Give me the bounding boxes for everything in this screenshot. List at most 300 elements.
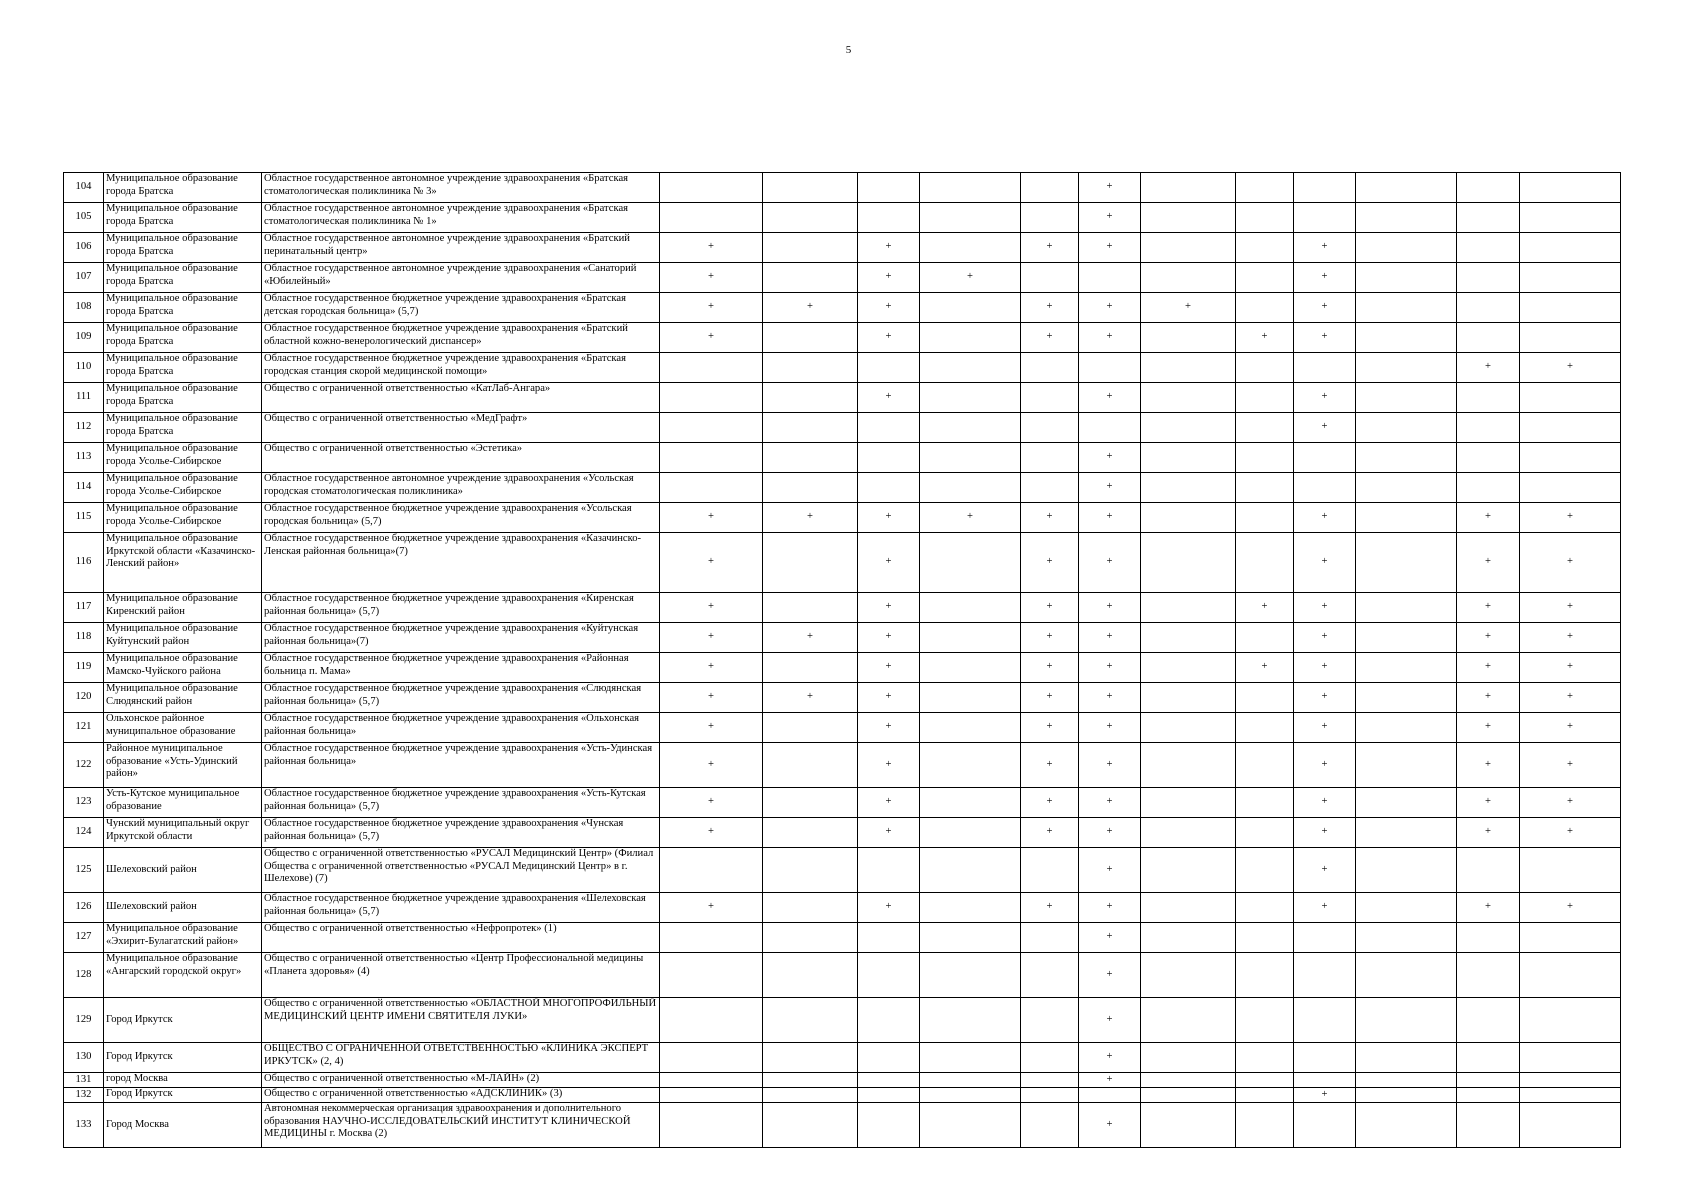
organization-cell: Областное государственное автономное учреждение здравоохранения «Усольская городская стоматологическая поликлиника» <box>262 473 660 503</box>
row-number: 120 <box>64 683 104 713</box>
mark-cell <box>858 353 920 383</box>
mark-cell <box>660 173 763 203</box>
mark-cell <box>1457 1043 1520 1073</box>
mark-cell: + <box>1079 203 1141 233</box>
mark-cell <box>920 443 1021 473</box>
mark-cell <box>920 788 1021 818</box>
organization-cell: Областное государственное бюджетное учреждение здравоохранения «Казачинско-Ленская районная больница»(7) <box>262 533 660 593</box>
row-number: 125 <box>64 848 104 893</box>
mark-cell <box>1520 413 1621 443</box>
mark-cell: + <box>858 293 920 323</box>
mark-cell <box>1356 293 1457 323</box>
row-number: 104 <box>64 173 104 203</box>
mark-cell <box>763 383 858 413</box>
mark-cell <box>858 173 920 203</box>
mark-cell <box>763 653 858 683</box>
mark-cell <box>1356 848 1457 893</box>
organization-cell: Общество с ограниченной ответственностью «Нефропротек» (1) <box>262 923 660 953</box>
row-number: 127 <box>64 923 104 953</box>
mark-cell <box>763 848 858 893</box>
mark-cell: + <box>1294 743 1356 788</box>
mark-cell: + <box>1021 683 1079 713</box>
mark-cell <box>1236 353 1294 383</box>
mark-cell <box>660 413 763 443</box>
table-row <box>64 233 1621 263</box>
mark-cell <box>1021 353 1079 383</box>
mark-cell <box>1294 953 1356 998</box>
mark-cell: + <box>1079 443 1141 473</box>
mark-cell <box>1520 203 1621 233</box>
mark-cell: + <box>1294 383 1356 413</box>
mark-cell <box>763 533 858 593</box>
mark-cell <box>1294 353 1356 383</box>
mark-cell <box>1141 743 1236 788</box>
row-number: 111 <box>64 383 104 413</box>
mark-cell <box>1021 1043 1079 1073</box>
mark-cell <box>1520 383 1621 413</box>
municipality-cell: Муниципальное образование города Усолье-Сибирское <box>104 443 262 473</box>
mark-cell <box>1356 998 1457 1043</box>
mark-cell <box>1520 1088 1621 1103</box>
table-row <box>64 323 1621 353</box>
mark-cell: + <box>1520 788 1621 818</box>
mark-cell <box>1294 998 1356 1043</box>
mark-cell <box>1520 1103 1621 1148</box>
mark-cell <box>1457 1073 1520 1088</box>
mark-cell <box>1457 263 1520 293</box>
mark-cell <box>858 923 920 953</box>
mark-cell: + <box>1079 923 1141 953</box>
mark-cell <box>1236 443 1294 473</box>
row-number: 130 <box>64 1043 104 1073</box>
table-row <box>64 533 1621 593</box>
row-number: 131 <box>64 1073 104 1088</box>
mark-cell: + <box>1457 893 1520 923</box>
table-row <box>64 953 1621 998</box>
municipality-cell: Муниципальное образование города Братска <box>104 263 262 293</box>
mark-cell: + <box>1021 788 1079 818</box>
organization-cell: Областное государственное бюджетное учреждение здравоохранения «Усольская городская больница» (5,7) <box>262 503 660 533</box>
mark-cell: + <box>1520 353 1621 383</box>
mark-cell <box>1236 1073 1294 1088</box>
organization-cell: Общество с ограниченной ответственностью «МедГрафт» <box>262 413 660 443</box>
mark-cell <box>1021 1103 1079 1148</box>
row-number: 121 <box>64 713 104 743</box>
municipality-cell: Город Иркутск <box>104 1088 262 1103</box>
municipality-cell: Город Иркутск <box>104 1043 262 1073</box>
organization-cell: Областное государственное автономное учреждение здравоохранения «Санаторий «Юбилейный» <box>262 263 660 293</box>
mark-cell: + <box>660 533 763 593</box>
mark-cell: + <box>1079 788 1141 818</box>
mark-cell <box>1356 263 1457 293</box>
mark-cell: + <box>660 593 763 623</box>
mark-cell <box>920 893 1021 923</box>
mark-cell <box>1236 1103 1294 1148</box>
mark-cell <box>1520 1073 1621 1088</box>
mark-cell <box>1356 713 1457 743</box>
mark-cell: + <box>1079 1073 1141 1088</box>
organization-cell: Областное государственное автономное учреждение здравоохранения «Братская стоматологическая поликлиника № 3» <box>262 173 660 203</box>
mark-cell: + <box>1457 713 1520 743</box>
organization-cell: Общество с ограниченной ответственностью «ОБЛАСТНОЙ МНОГОПРОФИЛЬНЫЙ МЕДИЦИНСКИЙ ЦЕНТР ИМЕНИ СВЯТИТЕЛЯ ЛУКИ» <box>262 998 660 1043</box>
mark-cell: + <box>1520 818 1621 848</box>
mark-cell <box>763 1103 858 1148</box>
mark-cell <box>920 923 1021 953</box>
table-row <box>64 383 1621 413</box>
mark-cell <box>1079 353 1141 383</box>
mark-cell: + <box>1457 353 1520 383</box>
row-number: 108 <box>64 293 104 323</box>
mark-cell <box>1236 413 1294 443</box>
mark-cell <box>920 653 1021 683</box>
mark-cell: + <box>1021 623 1079 653</box>
mark-cell: + <box>858 533 920 593</box>
row-number: 129 <box>64 998 104 1043</box>
mark-cell <box>858 1043 920 1073</box>
mark-cell <box>1021 203 1079 233</box>
mark-cell <box>1457 173 1520 203</box>
mark-cell <box>920 353 1021 383</box>
mark-cell <box>920 593 1021 623</box>
mark-cell: + <box>1079 653 1141 683</box>
municipality-cell: Город Иркутск <box>104 998 262 1043</box>
mark-cell <box>763 1043 858 1073</box>
mark-cell <box>1520 473 1621 503</box>
mark-cell <box>763 413 858 443</box>
mark-cell: + <box>858 323 920 353</box>
mark-cell <box>1294 1043 1356 1073</box>
mark-cell: + <box>1294 818 1356 848</box>
organization-cell: Общество с ограниченной ответственностью «Центр Профессиональной медицины «Планета здоровья» (4) <box>262 953 660 998</box>
municipality-cell: Шелеховский район <box>104 848 262 893</box>
mark-cell <box>1141 953 1236 998</box>
mark-cell <box>1021 953 1079 998</box>
mark-cell: + <box>1021 713 1079 743</box>
mark-cell <box>1356 593 1457 623</box>
row-number: 106 <box>64 233 104 263</box>
mark-cell <box>1457 1103 1520 1148</box>
mark-cell <box>1356 443 1457 473</box>
mark-cell <box>763 353 858 383</box>
mark-cell <box>763 443 858 473</box>
mark-cell: + <box>763 293 858 323</box>
table-row <box>64 1073 1621 1088</box>
mark-cell: + <box>1021 743 1079 788</box>
municipality-cell: Усть-Кутское муниципальное образование <box>104 788 262 818</box>
table-row <box>64 443 1621 473</box>
mark-cell <box>1141 593 1236 623</box>
mark-cell: + <box>1520 893 1621 923</box>
mark-cell: + <box>1141 293 1236 323</box>
mark-cell: + <box>1079 1043 1141 1073</box>
organization-cell: Областное государственное бюджетное учреждение здравоохранения «Чунская районная больница» (5,7) <box>262 818 660 848</box>
mark-cell: + <box>1021 893 1079 923</box>
organization-cell: Областное государственное автономное учреждение здравоохранения «Братский перинатальный центр» <box>262 233 660 263</box>
mark-cell <box>1141 353 1236 383</box>
mark-cell <box>660 443 763 473</box>
mark-cell: + <box>1079 818 1141 848</box>
mark-cell <box>1520 323 1621 353</box>
mark-cell <box>920 203 1021 233</box>
row-number: 109 <box>64 323 104 353</box>
mark-cell <box>660 1073 763 1088</box>
organization-cell: Областное государственное бюджетное учреждение здравоохранения «Шелеховская районная больница» (5,7) <box>262 893 660 923</box>
mark-cell: + <box>1021 593 1079 623</box>
mark-cell: + <box>660 323 763 353</box>
mark-cell: + <box>858 788 920 818</box>
mark-cell <box>660 953 763 998</box>
mark-cell <box>1236 1088 1294 1103</box>
mark-cell <box>763 1073 858 1088</box>
mark-cell <box>763 473 858 503</box>
mark-cell <box>1236 263 1294 293</box>
mark-cell <box>763 713 858 743</box>
mark-cell <box>763 233 858 263</box>
mark-cell <box>1294 443 1356 473</box>
municipality-cell: Муниципальное образование города Братска <box>104 323 262 353</box>
mark-cell <box>1457 293 1520 323</box>
mark-cell <box>763 203 858 233</box>
table-row <box>64 683 1621 713</box>
mark-cell <box>1520 998 1621 1043</box>
row-number: 119 <box>64 653 104 683</box>
mark-cell: + <box>1079 893 1141 923</box>
mark-cell <box>1356 953 1457 998</box>
table-row <box>64 653 1621 683</box>
table-row <box>64 173 1621 203</box>
mark-cell <box>920 233 1021 263</box>
mark-cell: + <box>1236 653 1294 683</box>
municipality-cell: Шелеховский район <box>104 893 262 923</box>
mark-cell <box>1141 1073 1236 1088</box>
mark-cell <box>920 683 1021 713</box>
mark-cell: + <box>1457 503 1520 533</box>
mark-cell: + <box>1079 503 1141 533</box>
mark-cell: + <box>1294 233 1356 263</box>
municipality-cell: Ольхонское районное муниципальное образование <box>104 713 262 743</box>
mark-cell <box>858 203 920 233</box>
mark-cell <box>920 533 1021 593</box>
mark-cell <box>1356 893 1457 923</box>
municipality-cell: Город Москва <box>104 1103 262 1148</box>
organization-cell: ОБЩЕСТВО С ОГРАНИЧЕННОЙ ОТВЕТСТВЕННОСТЬЮ «КЛИНИКА ЭКСПЕРТ ИРКУТСК» (2, 4) <box>262 1043 660 1073</box>
mark-cell <box>1141 1043 1236 1073</box>
medical-organizations-table <box>63 172 1621 1148</box>
mark-cell: + <box>1520 683 1621 713</box>
municipality-cell: Муниципальное образование города Братска <box>104 413 262 443</box>
mark-cell: + <box>1294 713 1356 743</box>
mark-cell <box>1236 623 1294 653</box>
mark-cell: + <box>1079 623 1141 653</box>
mark-cell <box>1520 263 1621 293</box>
mark-cell <box>1079 413 1141 443</box>
mark-cell <box>1294 1073 1356 1088</box>
mark-cell <box>1520 173 1621 203</box>
organization-cell: Общество с ограниченной ответственностью «РУСАЛ Медицинский Центр» (Филиал Общества с ограниченной ответственностью «РУСАЛ Медицинский Центр» в г. Шелехове) (7) <box>262 848 660 893</box>
organization-cell: Общество с ограниченной ответственностью «М-ЛАЙН» (2) <box>262 1073 660 1088</box>
mark-cell: + <box>1079 473 1141 503</box>
mark-cell <box>1021 443 1079 473</box>
mark-cell: + <box>858 383 920 413</box>
mark-cell: + <box>1079 848 1141 893</box>
mark-cell <box>1141 203 1236 233</box>
organization-cell: Областное государственное автономное учреждение здравоохранения «Братская стоматологическая поликлиника № 1» <box>262 203 660 233</box>
mark-cell: + <box>1520 743 1621 788</box>
mark-cell <box>660 998 763 1043</box>
mark-cell <box>920 1103 1021 1148</box>
mark-cell <box>1021 263 1079 293</box>
row-number: 112 <box>64 413 104 443</box>
mark-cell: + <box>1457 653 1520 683</box>
mark-cell <box>1356 623 1457 653</box>
mark-cell: + <box>1079 293 1141 323</box>
mark-cell <box>1294 923 1356 953</box>
mark-cell: + <box>1294 623 1356 653</box>
mark-cell: + <box>1236 323 1294 353</box>
mark-cell: + <box>660 788 763 818</box>
mark-cell <box>1294 173 1356 203</box>
mark-cell: + <box>858 503 920 533</box>
mark-cell: + <box>1457 623 1520 653</box>
mark-cell <box>920 998 1021 1043</box>
mark-cell: + <box>660 893 763 923</box>
table-row <box>64 623 1621 653</box>
mark-cell <box>920 1043 1021 1073</box>
mark-cell <box>1236 923 1294 953</box>
mark-cell <box>920 953 1021 998</box>
mark-cell <box>920 743 1021 788</box>
mark-cell <box>1356 473 1457 503</box>
mark-cell <box>920 713 1021 743</box>
mark-cell <box>920 848 1021 893</box>
mark-cell: + <box>1079 383 1141 413</box>
row-number: 114 <box>64 473 104 503</box>
organization-cell: Областное государственное бюджетное учреждение здравоохранения «Ольхонская районная больница» <box>262 713 660 743</box>
mark-cell <box>1457 413 1520 443</box>
mark-cell: + <box>858 683 920 713</box>
municipality-cell: Муниципальное образование «Эхирит-Булагатский район» <box>104 923 262 953</box>
mark-cell <box>1457 1088 1520 1103</box>
mark-cell: + <box>660 293 763 323</box>
mark-cell <box>1356 788 1457 818</box>
mark-cell <box>920 1073 1021 1088</box>
mark-cell <box>1236 503 1294 533</box>
mark-cell <box>1141 263 1236 293</box>
mark-cell <box>1141 848 1236 893</box>
mark-cell <box>660 383 763 413</box>
mark-cell: + <box>1294 293 1356 323</box>
mark-cell <box>1236 818 1294 848</box>
mark-cell <box>1141 893 1236 923</box>
mark-cell: + <box>920 503 1021 533</box>
mark-cell: + <box>1520 713 1621 743</box>
mark-cell: + <box>1294 413 1356 443</box>
mark-cell: + <box>660 683 763 713</box>
mark-cell: + <box>1021 653 1079 683</box>
mark-cell <box>660 923 763 953</box>
mark-cell <box>1236 953 1294 998</box>
mark-cell <box>763 1088 858 1103</box>
mark-cell <box>1141 173 1236 203</box>
municipality-cell: Муниципальное образование города Братска <box>104 293 262 323</box>
row-number: 128 <box>64 953 104 998</box>
mark-cell: + <box>1457 818 1520 848</box>
municipality-cell: Муниципальное образование города Усолье-Сибирское <box>104 503 262 533</box>
row-number: 118 <box>64 623 104 653</box>
mark-cell: + <box>1294 503 1356 533</box>
mark-cell <box>763 173 858 203</box>
mark-cell: + <box>1079 953 1141 998</box>
mark-cell <box>858 1103 920 1148</box>
mark-cell <box>660 1043 763 1073</box>
mark-cell <box>1457 443 1520 473</box>
table-row <box>64 743 1621 788</box>
mark-cell: + <box>660 818 763 848</box>
mark-cell <box>1356 383 1457 413</box>
mark-cell <box>858 1088 920 1103</box>
municipality-cell: Муниципальное образование Куйтунский район <box>104 623 262 653</box>
mark-cell: + <box>660 653 763 683</box>
mark-cell <box>1236 713 1294 743</box>
mark-cell: + <box>920 263 1021 293</box>
mark-cell <box>1141 653 1236 683</box>
row-number: 115 <box>64 503 104 533</box>
organization-cell: Областное государственное бюджетное учреждение здравоохранения «Братский областной кожно-венерологический диспансер» <box>262 323 660 353</box>
mark-cell <box>1356 923 1457 953</box>
municipality-cell: Муниципальное образование Иркутской области «Казачинско-Ленский район» <box>104 533 262 593</box>
municipality-cell: Муниципальное образование города Братска <box>104 353 262 383</box>
mark-cell <box>920 383 1021 413</box>
organization-cell: Областное государственное бюджетное учреждение здравоохранения «Районная больница п. Мама» <box>262 653 660 683</box>
municipality-cell: Муниципальное образование Мамско-Чуйского района <box>104 653 262 683</box>
mark-cell <box>660 203 763 233</box>
mark-cell <box>1457 923 1520 953</box>
mark-cell <box>1520 293 1621 323</box>
municipality-cell: Чунский муниципальный округ Иркутской области <box>104 818 262 848</box>
mark-cell: + <box>1079 683 1141 713</box>
mark-cell <box>1021 473 1079 503</box>
mark-cell: + <box>1294 788 1356 818</box>
mark-cell <box>1141 323 1236 353</box>
mark-cell <box>1520 953 1621 998</box>
mark-cell <box>1457 383 1520 413</box>
mark-cell <box>858 443 920 473</box>
mark-cell <box>1079 1088 1141 1103</box>
mark-cell <box>1141 443 1236 473</box>
mark-cell <box>763 743 858 788</box>
organization-cell: Областное государственное бюджетное учреждение здравоохранения «Киренская районная больница» (5,7) <box>262 593 660 623</box>
municipality-cell: Муниципальное образование Слюдянский район <box>104 683 262 713</box>
mark-cell: + <box>1294 533 1356 593</box>
mark-cell <box>660 353 763 383</box>
municipality-cell: Муниципальное образование города Братска <box>104 383 262 413</box>
table-row <box>64 998 1621 1043</box>
mark-cell <box>763 263 858 293</box>
mark-cell: + <box>763 623 858 653</box>
municipality-cell: Районное муниципальное образование «Усть-Удинский район» <box>104 743 262 788</box>
mark-cell <box>660 473 763 503</box>
mark-cell <box>1141 413 1236 443</box>
mark-cell: + <box>1457 683 1520 713</box>
mark-cell <box>1021 848 1079 893</box>
municipality-cell: Муниципальное образование города Братска <box>104 203 262 233</box>
municipality-cell: Муниципальное образование города Братска <box>104 173 262 203</box>
organization-cell: Областное государственное бюджетное учреждение здравоохранения «Усть-Удинская районная больница» <box>262 743 660 788</box>
table-row <box>64 293 1621 323</box>
mark-cell <box>1356 353 1457 383</box>
mark-cell <box>858 413 920 443</box>
mark-cell <box>1141 818 1236 848</box>
